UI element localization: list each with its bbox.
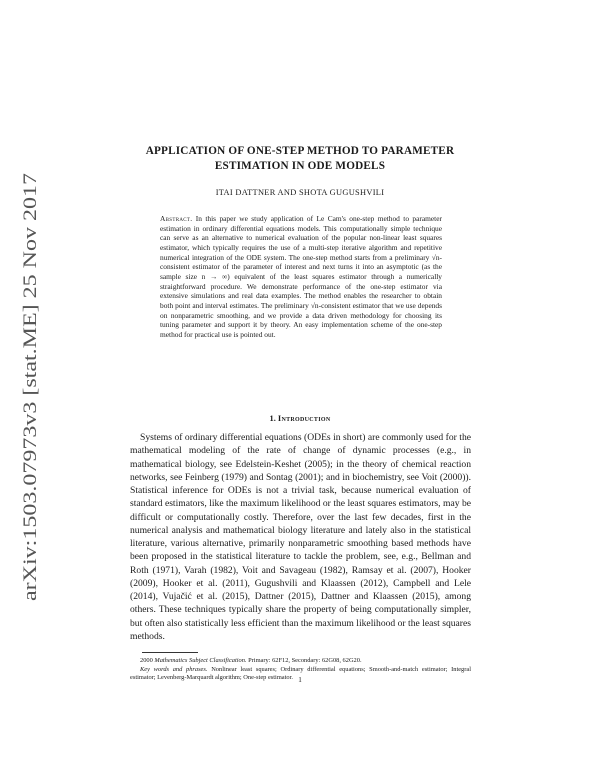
authors: ITAI DATTNER AND SHOTA GUGUSHVILI xyxy=(215,188,385,197)
msc-codes: Primary: 62F12, Secondary: 62G08, 62G20. xyxy=(248,657,362,664)
section-number: 1. xyxy=(269,414,276,423)
arxiv-identifier-stamp xyxy=(12,172,46,602)
footnote-rule xyxy=(142,652,198,653)
arxiv-identifier-text: arXiv:1503.07973v3 [stat.ME] 25 Nov 2017 xyxy=(20,257,41,601)
introduction-body xyxy=(130,431,471,643)
intro-paragraph: Systems of ordinary differential equations (ODEs in short) are commonly used for the mathematical modeling of the rate of change of dynamic processes (e.g., in mathematical biology, see Edelstein-Keshet (2005); in the theory of chemical reaction networks, see Feinberg (1979) and Sontag (2001); and in biochemistry, see Voit (2000)). Statistical inference for ODEs is not a trivial task, because numerical evaluation of standard estimators, like the maximum likelihood or the least squares estimators, may be difficult or computationally costly. Therefore, over the last few decades, first in the numerical analysis and mathematical biology literature and lately also in the statistical literature, various alternative, primarily nonparametric smoothing based methods have been proposed in the statistical literature to tackle the problem, see, e.g., Bellman and Roth (1971), Varah (1982), Voit and Savageau (1982), Ramsay et al. (2007), Hooker (2009), Hooker et al. (2011), Gugushvili and Klaassen (2012), Campbell and Lele (2014), Vujačić et al. (2015), Dattner (2015), Dattner and Klaassen (2015), among others. These techniques typically share the property of being computationally simpler, but often also statistically less efficient than the maximum likelihood or the least squares methods. xyxy=(130,432,471,642)
footnote-msc xyxy=(130,657,471,666)
paper-title-line-1: APPLICATION OF ONE-STEP METHOD TO PARAMETER xyxy=(145,145,455,157)
keywords-label: Key words and phrases. xyxy=(140,665,208,673)
section-title-text: Introduction xyxy=(277,414,331,423)
keywords-text: Nonlinear least squares; Ordinary differential equations; Smooth-and-match estimator; Integral estimator; Levenberg-Marquardt algorithm; One-step estimator. xyxy=(130,665,471,682)
msc-year: 2000 xyxy=(140,657,153,664)
abstract-text: In this paper we study application of Le Cam's one-step method to parameter estimation in ordinary differential equations models. This computationally simple technique can serve as an alternative to numerical evaluation of the popular non-linear least squares estimator, which typically requires the use of a multi-step iterative algorithm and repetitive numerical integration of the ODE system. The one-step method starts from a preliminary √n-consistent estimator of the parameter of interest and next turns it into an asymptotic (as the sample size n → ∞) equivalent of the least squares estimator through a numerically straightforward procedure. We demonstrate performance of the one-step estimator via extensive simulations and real data examples. The method enables the researcher to obtain both point and interval estimates. The preliminary √n-consistent estimator that we use depends on nonparametric smoothing, and we provide a data driven methodology for choosing its tuning parameter and support it by theory. An easy implementation scheme of the one-step method for practical use is pointed out. xyxy=(160,214,442,339)
section-heading xyxy=(120,414,480,423)
paper-title xyxy=(120,144,480,174)
msc-label: Mathematics Subject Classification. xyxy=(154,657,247,664)
paper-title-line-2: ESTIMATION IN ODE MODELS xyxy=(214,160,386,172)
abstract xyxy=(160,214,442,340)
abstract-label: Abstract. xyxy=(160,214,193,223)
page-number: 1 xyxy=(298,676,302,684)
